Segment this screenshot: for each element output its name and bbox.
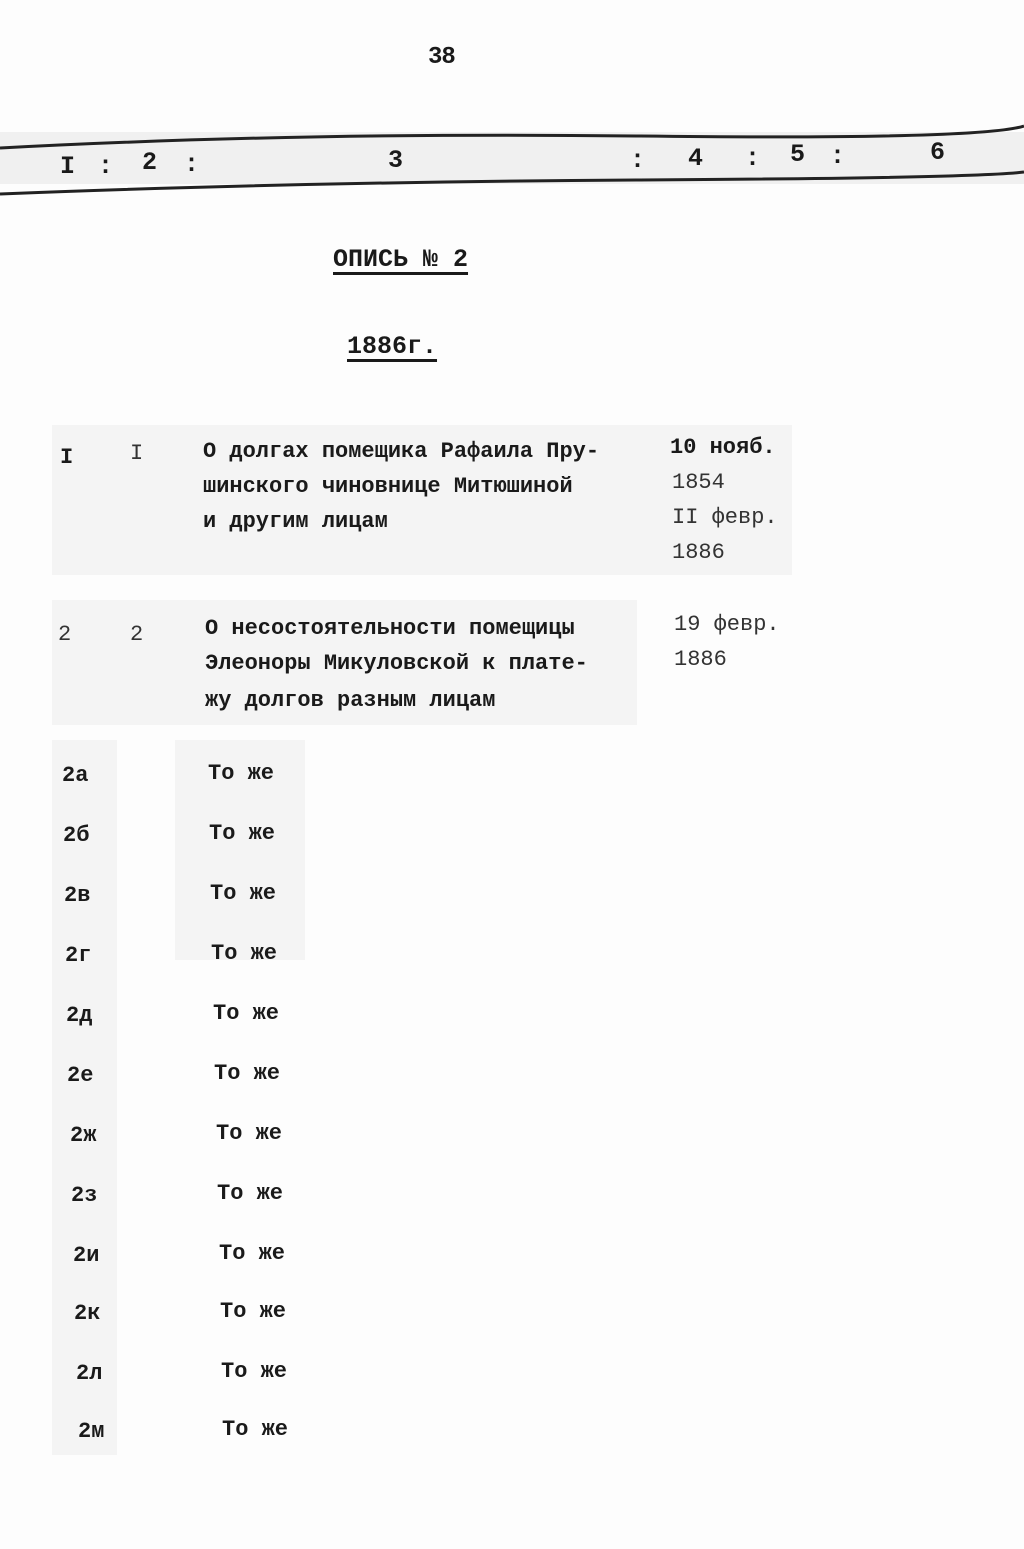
entry-date-line: 10 нояб.	[670, 435, 776, 460]
column-separator: :	[745, 144, 761, 173]
entry-description: То же	[221, 1359, 288, 1384]
entry-number: 2и	[73, 1243, 100, 1268]
entry-number: 2м	[78, 1419, 105, 1444]
entry-description-line: и другим лицам	[203, 509, 388, 534]
entry-description: То же	[219, 1241, 286, 1266]
column-header-3: 3	[388, 146, 404, 175]
entry-number: 2е	[67, 1063, 94, 1088]
inventory-year: 1886г.	[347, 332, 438, 361]
entry-description: То же	[214, 1061, 281, 1086]
column-header-1: I	[60, 152, 76, 181]
entry-number: 2з	[71, 1183, 98, 1208]
entry-date-line: 1886	[674, 647, 727, 672]
column-header-5: 5	[790, 140, 806, 169]
entry-number: 2к	[74, 1301, 101, 1326]
entry-description: То же	[216, 1121, 283, 1146]
entry-number: 2в	[64, 883, 91, 908]
entry-date-line: 1854	[672, 470, 725, 495]
column-separator: :	[630, 146, 646, 175]
entry-number: 2ж	[70, 1123, 97, 1148]
entry-description-line: Элеоноры Микуловской к плате-	[205, 651, 588, 676]
entry-number: 2	[58, 622, 72, 647]
entry-description-line: жу долгов разным лицам	[205, 688, 496, 713]
column-header-6: 6	[930, 138, 946, 167]
entry-description-line: О долгах помещика Рафаила Пру-	[203, 439, 600, 464]
page-number: 38	[428, 44, 455, 71]
entry-file-number: I	[130, 441, 144, 466]
entry-number: I	[60, 445, 74, 470]
entry-description: То же	[213, 1001, 280, 1026]
entry-number: 2д	[66, 1003, 93, 1028]
entry-number: 2б	[63, 823, 90, 848]
entry-description-line: шинского чиновнице Митюшиной	[203, 474, 573, 499]
column-header-2: 2	[142, 148, 158, 177]
column-separator: :	[98, 152, 114, 181]
inventory-title: ОПИСЬ № 2	[333, 245, 469, 274]
entry-file-number: 2	[130, 622, 144, 647]
entry-number: 2л	[76, 1361, 103, 1386]
entry-description: То же	[209, 821, 276, 846]
entry-description: То же	[220, 1299, 287, 1324]
entry-date-line: 1886	[672, 540, 725, 565]
column-header-4: 4	[688, 144, 704, 173]
entry-description: То же	[222, 1417, 289, 1442]
entry-number: 2а	[62, 763, 89, 788]
entry-number: 2г	[65, 943, 92, 968]
entry-description: То же	[217, 1181, 284, 1206]
entry-date-line: 19 февр.	[674, 612, 780, 637]
entry-date-line: II февр.	[672, 505, 778, 530]
entry-description: То же	[210, 881, 277, 906]
column-separator: :	[184, 150, 200, 179]
column-separator: :	[830, 142, 846, 171]
entry-description: То же	[208, 761, 275, 786]
entry-description: То же	[211, 941, 278, 966]
entry-description-line: О несостоятельности помещицы	[205, 616, 575, 641]
